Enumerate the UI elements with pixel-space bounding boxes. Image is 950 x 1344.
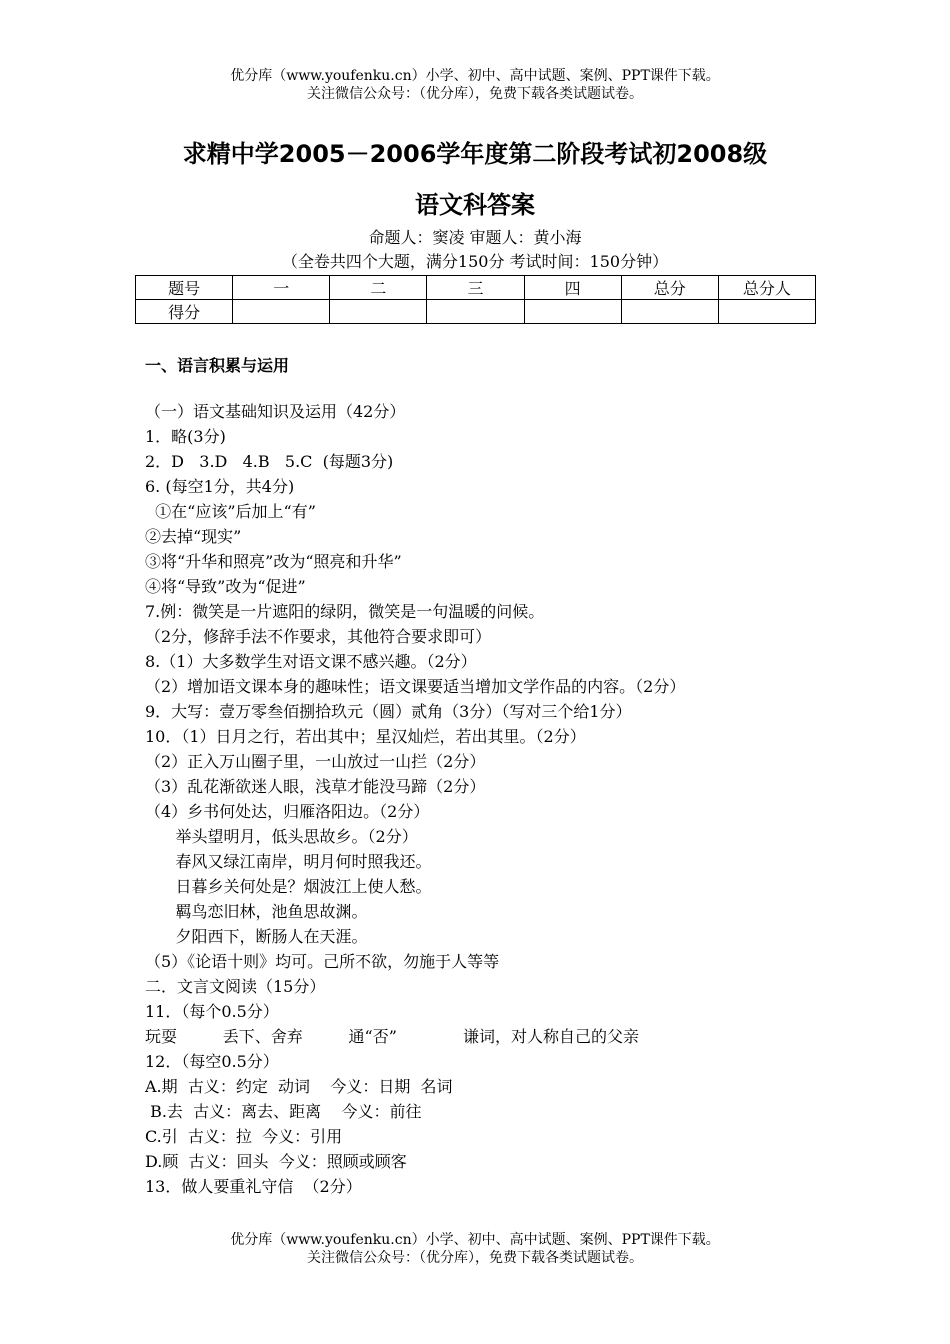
answer-line: ①在“应该”后加上“有” bbox=[145, 502, 316, 521]
answer-line: 二．文言文阅读（15分） bbox=[145, 977, 326, 996]
table-cell: 总分人 bbox=[718, 276, 815, 300]
answer-line: （2）正入万山圈子里，一山放过一山拦（2分） bbox=[145, 752, 486, 771]
answer-line: 8.（1）大多数学生对语文课不感兴趣。（2分） bbox=[145, 652, 477, 671]
table-cell: 四 bbox=[524, 276, 621, 300]
answer-line: 11．（每个0.5分） bbox=[145, 1002, 279, 1021]
table-cell bbox=[621, 300, 718, 324]
answer-line: 7.例：微笑是一片遮阳的绿阴，微笑是一句温暖的问候。 bbox=[145, 602, 545, 621]
answer-line: 6. (每空1分，共4分) bbox=[145, 477, 295, 496]
answer-line: （3）乱花渐欲迷人眼，浅草才能没马蹄（2分） bbox=[145, 777, 486, 796]
answer-line: 举头望明月，低头思故乡。（2分） bbox=[145, 827, 418, 846]
table-cell bbox=[330, 300, 427, 324]
answer-line: B.去 古义：离去、距离 今义：前往 bbox=[145, 1102, 422, 1121]
table-cell: 二 bbox=[330, 276, 427, 300]
document-title: 求精中学2005－2006学年度第二阶段考试初2008级 bbox=[182, 140, 768, 168]
answer-line: ②去掉“现实” bbox=[145, 527, 242, 546]
answer-line: 9．大写：壹万零叁佰捌拾玖元（圆）贰角（3分）（写对三个给1分） bbox=[145, 702, 632, 721]
section-title: 一、语言积累与运用 bbox=[145, 356, 290, 375]
table-cell: 三 bbox=[427, 276, 524, 300]
table-cell: 总分 bbox=[621, 276, 718, 300]
table-cell: 一 bbox=[233, 276, 330, 300]
header-line-2: 关注微信公众号：（优分库），免费下载各类试题试卷。 bbox=[307, 86, 643, 102]
answer-line: 玩耍 丢下、舍弃 通“否” 谦词，对人称自己的父亲 bbox=[145, 1027, 640, 1046]
header-line-1: 优分库（www.youfenku.cn）小学、初中、高中试题、案例、PPT课件下载。 bbox=[230, 68, 720, 84]
answer-line: ③将“升华和照亮”改为“照亮和升华” bbox=[145, 552, 402, 571]
answer-line: ④将“导致”改为“促进” bbox=[145, 577, 306, 596]
score-table-header-row bbox=[136, 276, 816, 300]
answer-line: 13．做人要重礼守信 （2分） bbox=[145, 1177, 362, 1196]
table-cell bbox=[427, 300, 524, 324]
answer-line: （一）语文基础知识及运用（42分） bbox=[145, 402, 406, 421]
answer-line: （2）增加语文课本身的趣味性；语文课要适当增加文学作品的内容。（2分） bbox=[145, 677, 686, 696]
answer-line: 日暮乡关何处是？烟波江上使人愁。 bbox=[145, 877, 432, 896]
answer-line: 羁鸟恋旧林，池鱼思故渊。 bbox=[145, 902, 368, 921]
answer-line: 1．略(3分) bbox=[145, 427, 226, 446]
score-table-score-row bbox=[136, 300, 816, 324]
answer-line: 10．（1）日月之行，若出其中；星汉灿烂，若出其里。（2分） bbox=[145, 727, 586, 746]
footer-line-2: 关注微信公众号：（优分库），免费下载各类试题试卷。 bbox=[307, 1250, 643, 1266]
exam-info-line: （全卷共四个大题，满分150分 考试时间：150分钟） bbox=[281, 252, 669, 271]
answer-line: C.引 古义：拉 今义：引用 bbox=[145, 1127, 343, 1146]
answer-line: （4）乡书何处达，归雁洛阳边。（2分） bbox=[145, 802, 430, 821]
document-subtitle: 语文科答案 bbox=[415, 191, 535, 219]
answer-line: A.期 古义：约定 动词 今义：日期 名词 bbox=[145, 1077, 453, 1096]
answer-line: 12．（每空0.5分） bbox=[145, 1052, 279, 1071]
footer-line-1: 优分库（www.youfenku.cn）小学、初中、高中试题、案例、PPT课件下载。 bbox=[230, 1232, 720, 1248]
answer-line: 春风又绿江南岸，明月何时照我还。 bbox=[145, 852, 432, 871]
authors-line: 命题人：窦凌 审题人：黄小海 bbox=[368, 228, 582, 247]
score-table bbox=[135, 275, 816, 324]
answer-line: （2分，修辞手法不作要求，其他符合要求即可） bbox=[145, 627, 492, 646]
table-cell bbox=[233, 300, 330, 324]
answer-line: 夕阳西下，断肠人在天涯。 bbox=[145, 927, 368, 946]
answer-line: D.顾 古义：回头 今义：照顾或顾客 bbox=[145, 1152, 407, 1171]
table-cell bbox=[524, 300, 621, 324]
table-cell bbox=[718, 300, 815, 324]
table-cell: 题号 bbox=[136, 276, 233, 300]
answer-line: 2．D 3.D 4.B 5.C (每题3分) bbox=[145, 452, 394, 471]
answer-line: （5）《论语十则》均可。己所不欲，勿施于人等等 bbox=[145, 952, 500, 971]
table-cell: 得分 bbox=[136, 300, 233, 324]
